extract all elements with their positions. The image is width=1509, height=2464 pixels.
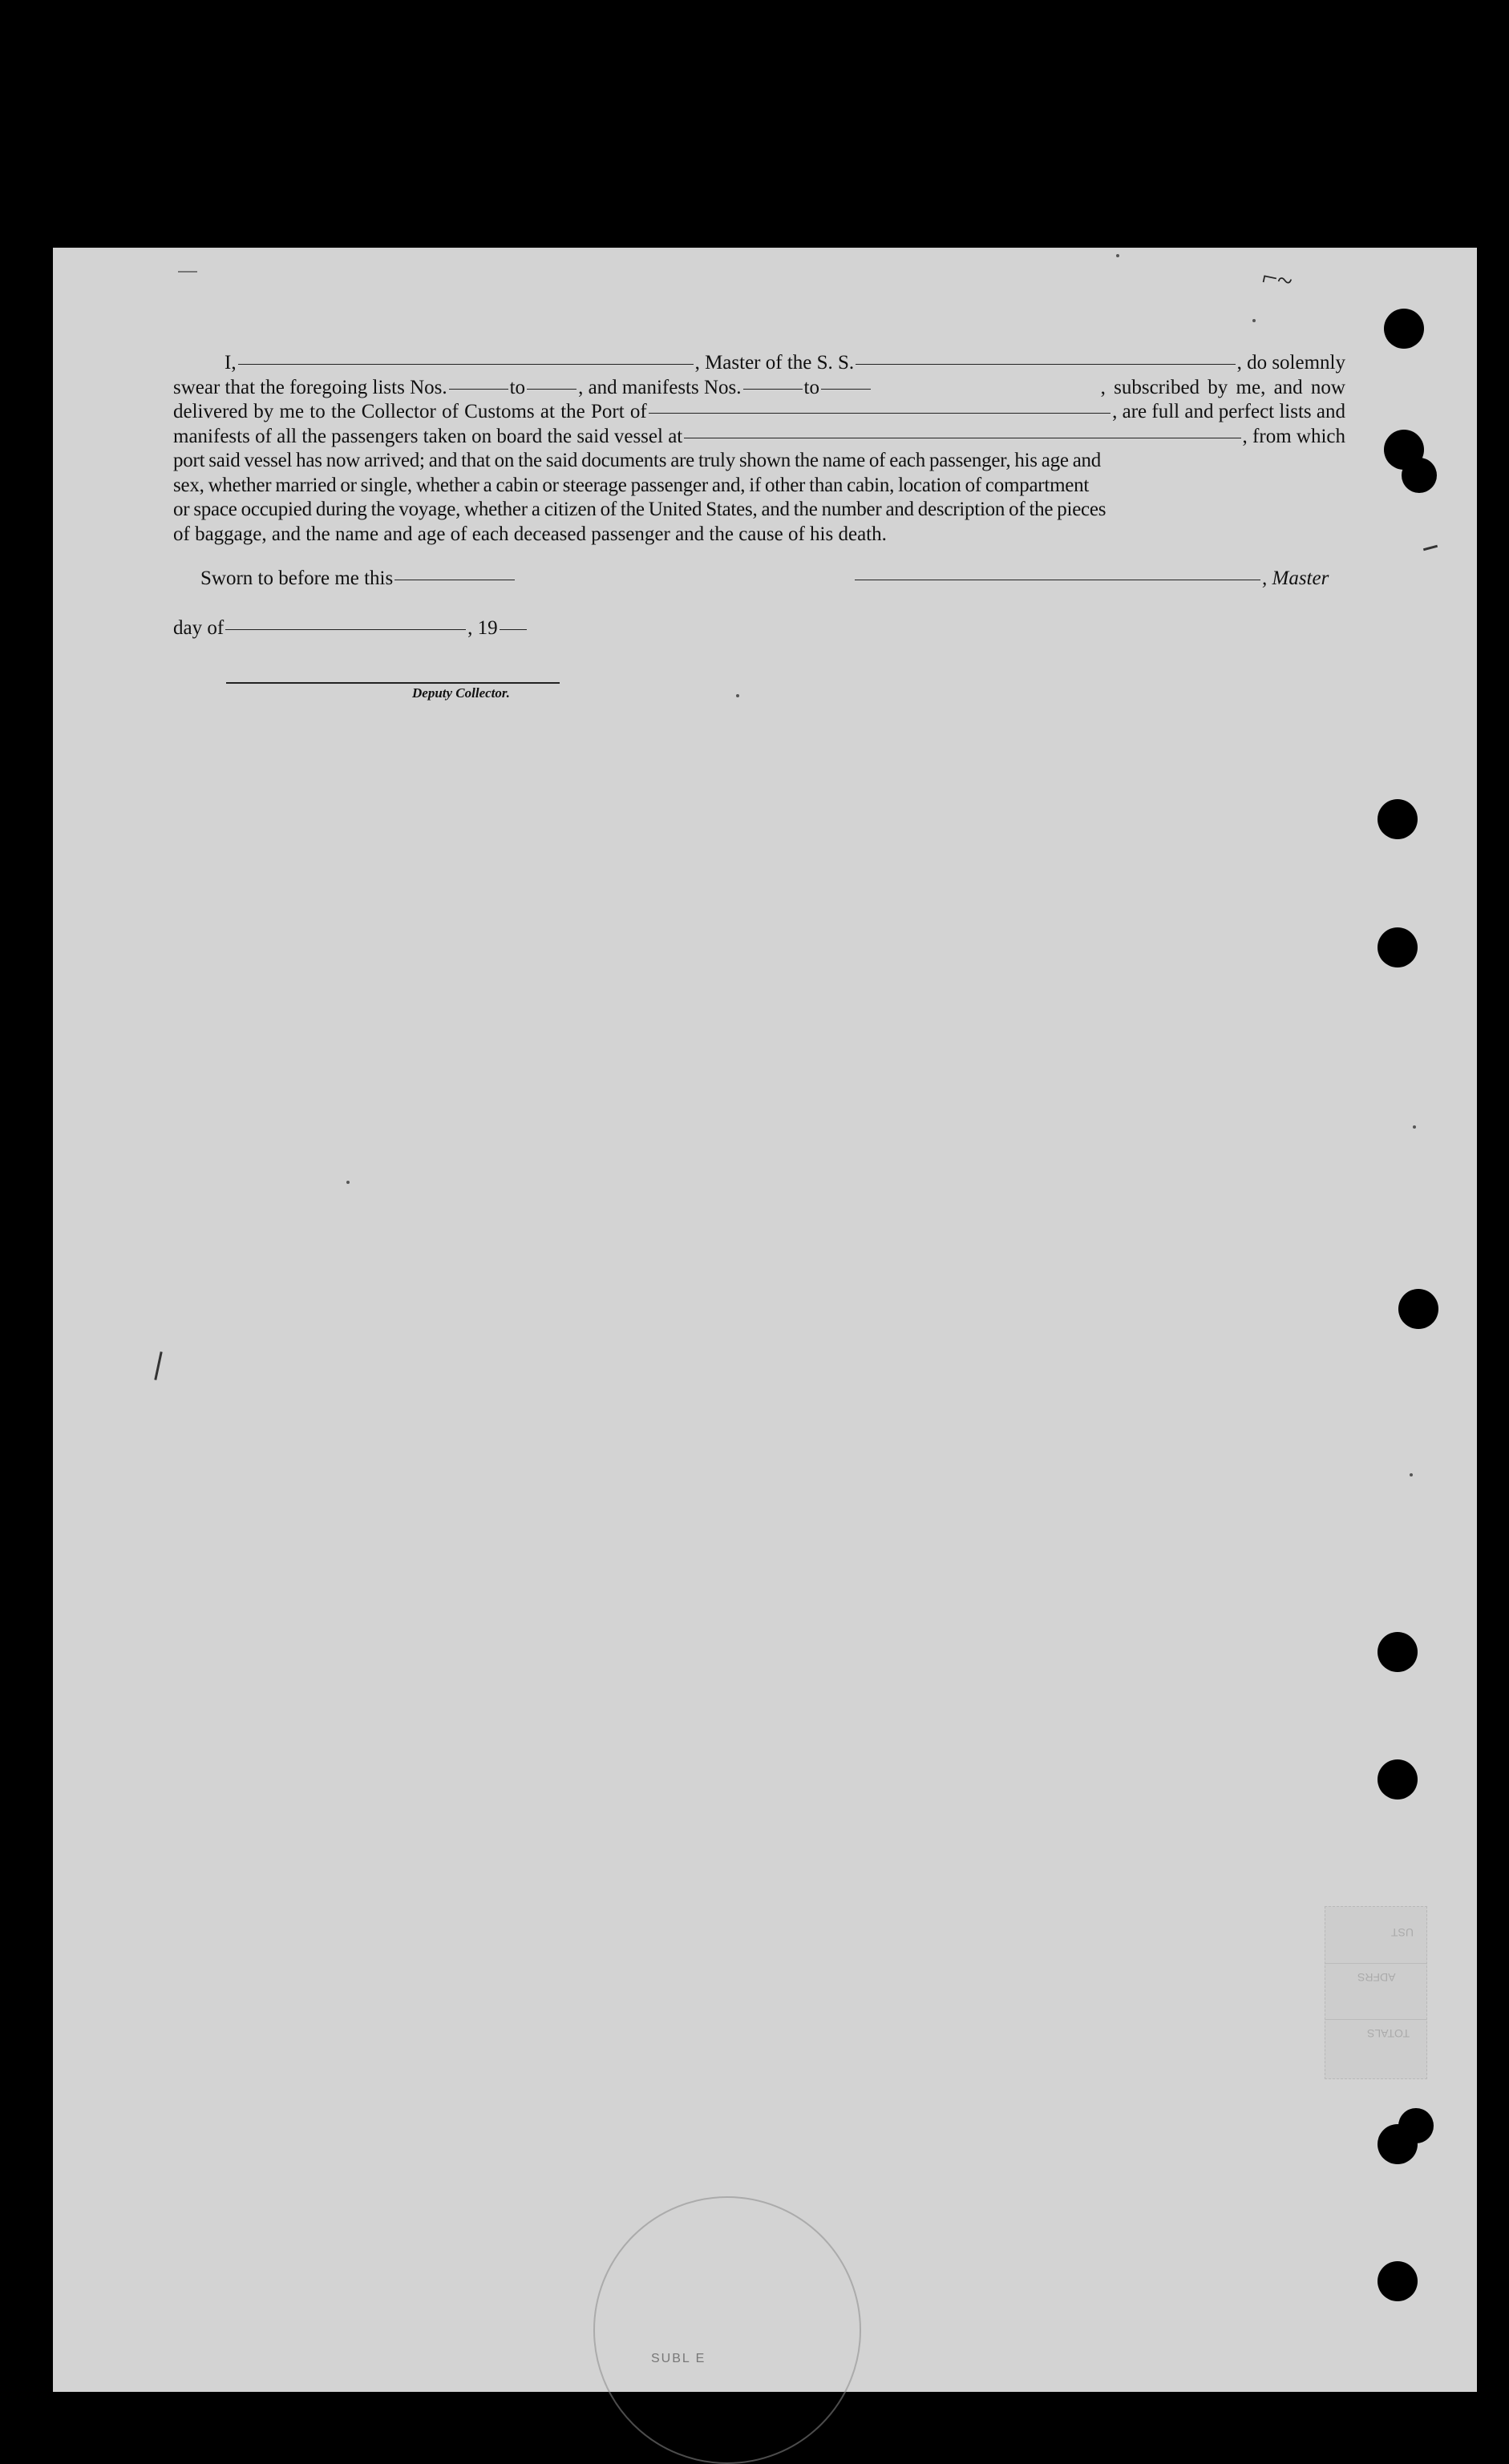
oath-text: delivered by me to the Collector of Customs at the Port of bbox=[173, 401, 647, 422]
oath-text: or space occupied during the voyage, whether a citizen of the United States, and the number and description of the pieces bbox=[173, 499, 1106, 520]
oath-line-4 bbox=[173, 425, 1345, 450]
deputy-collector-caption: Deputy Collector. bbox=[412, 685, 510, 701]
master-row bbox=[853, 568, 1329, 590]
oath-line-3 bbox=[173, 400, 1345, 425]
day-of-row bbox=[173, 617, 528, 640]
master-label: , Master bbox=[1262, 568, 1329, 589]
seal-text: SUBL E bbox=[651, 2352, 706, 2365]
oath-text: sex, whether married or single, whether a cabin or steerage passenger and, if other than cabin, location of compartment bbox=[173, 474, 1090, 496]
oath-line-6 bbox=[173, 474, 1345, 499]
punch-hole bbox=[1402, 458, 1437, 493]
punch-hole bbox=[1378, 927, 1418, 967]
pen-mark bbox=[178, 271, 197, 273]
oath-paragraph bbox=[173, 351, 1345, 547]
stamp-text: UST bbox=[1391, 1926, 1414, 1939]
lists-from-blank bbox=[449, 389, 508, 390]
sworn-label: Sworn to before me this bbox=[200, 568, 394, 589]
oath-line-5 bbox=[173, 449, 1345, 474]
oath-text: , Master of the S. S. bbox=[694, 352, 855, 374]
oath-text: to bbox=[509, 376, 526, 398]
day-of-label: day of bbox=[173, 617, 225, 639]
oath-line-8 bbox=[173, 523, 1345, 547]
corner-pen-mark: ⌐~ bbox=[1259, 261, 1296, 297]
oath-text: of baggage, and the name and age of each deceased passenger and the cause of his death. bbox=[173, 523, 887, 545]
oath-text: , from which bbox=[1242, 425, 1345, 447]
year-label: , 19 bbox=[467, 617, 498, 639]
manifests-from-blank bbox=[743, 389, 803, 390]
stamp-text: ADFRS bbox=[1357, 1971, 1396, 1984]
vessel-name-blank bbox=[856, 364, 1235, 365]
oath-text: , subscribed by me, and now bbox=[1100, 376, 1345, 398]
oath-line-7 bbox=[173, 498, 1345, 523]
lists-to-blank bbox=[527, 389, 576, 390]
oath-line-1 bbox=[173, 351, 1345, 376]
faint-stamp-box bbox=[1325, 1906, 1427, 2079]
sworn-row bbox=[200, 568, 516, 590]
manifests-to-blank bbox=[821, 389, 871, 390]
punch-hole bbox=[1378, 799, 1418, 839]
circular-seal bbox=[593, 2196, 861, 2464]
oath-text: , and manifests Nos. bbox=[578, 376, 742, 398]
punch-hole bbox=[1384, 309, 1424, 349]
oath-line-2 bbox=[173, 376, 1345, 401]
oath-text: I, bbox=[225, 352, 237, 374]
punch-hole bbox=[1398, 1289, 1438, 1329]
oath-text: , are full and perfect lists and bbox=[1112, 401, 1345, 422]
speck bbox=[1252, 319, 1256, 322]
oath-text: to bbox=[803, 376, 819, 398]
punch-hole bbox=[1378, 1632, 1418, 1672]
speck bbox=[1410, 1473, 1413, 1476]
oath-text: port said vessel has now arrived; and that on the said documents are truly shown the name of each passenger, his age and bbox=[173, 450, 1102, 471]
year-blank bbox=[500, 629, 527, 630]
speck bbox=[736, 694, 739, 697]
punch-hole bbox=[1378, 1759, 1418, 1800]
stamp-text: TOTALS bbox=[1367, 2027, 1410, 2040]
master-name-blank bbox=[238, 364, 694, 365]
punch-hole bbox=[1398, 2108, 1434, 2143]
oath-text: manifests of all the passengers taken on board the said vessel at bbox=[173, 425, 683, 447]
port-blank bbox=[649, 413, 1111, 414]
punch-hole bbox=[1378, 2261, 1418, 2301]
speck bbox=[346, 1181, 350, 1184]
day-month-blank bbox=[225, 629, 466, 630]
speck bbox=[1413, 1125, 1416, 1129]
speck bbox=[1116, 254, 1119, 257]
deputy-signature-line bbox=[226, 682, 560, 684]
oath-text: , do solemnly bbox=[1236, 352, 1345, 374]
oath-text: swear that the foregoing lists Nos. bbox=[173, 376, 447, 398]
